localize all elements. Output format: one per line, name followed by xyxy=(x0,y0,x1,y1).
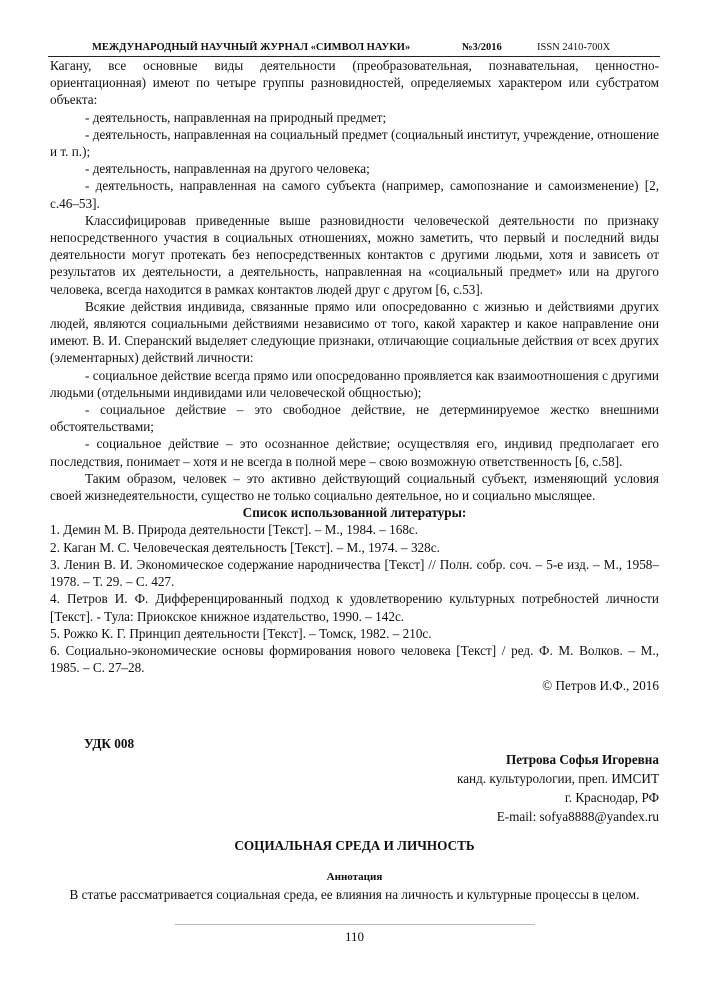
journal-header xyxy=(0,42,709,56)
footer-divider xyxy=(175,924,535,925)
paragraph: Всякие действия индивида, связанные прямо или опосредованно с жизнью и действиями других людей, являются социальными действиями независимо от того, какой характер и какое направление они имеют. В. И. Сперанский выделяет следующие признаки, отличающие социальные действия от всех других (элементарных) действий личности: xyxy=(50,298,659,366)
list-item: - деятельность, направленная на самого субъекта (например, самопознание и самоизменение) [2, с.46–53]. xyxy=(50,178,659,211)
article-body xyxy=(50,57,659,695)
reference-item: 3. Ленин В. И. Экономическое содержание народничества [Текст] // Полн. собр. соч. – 5-е изд. – М., 1958–1978. – Т. 29. – С. 427. xyxy=(50,556,659,590)
list-item: - деятельность, направленная на природный предмет; xyxy=(85,109,387,125)
author-email: E-mail: sofya8888@yandex.ru xyxy=(496,809,659,824)
copyright: © Петров И.Ф., 2016 xyxy=(542,678,659,694)
article-title: СОЦИАЛЬНАЯ СРЕДА И ЛИЧНОСТЬ xyxy=(234,838,475,853)
list-item: - социальное действие – это осознанное действие; осуществляя его, индивид предполагает его последствия, понимает – хотя и не всегда в полной мере – свою возможную ответственность [6, с.58]. xyxy=(50,436,659,469)
list-item: - социальное действие – это свободное действие, не детерминируемое жестко внешними обстоятельствами; xyxy=(50,402,659,435)
reference-item: 5. Рожко К. Г. Принцип деятельности [Текст]. – Томск, 1982. – 210с. xyxy=(50,625,432,641)
author-name: Петрова Софья Игоревна xyxy=(505,752,659,767)
reference-item: 6. Социально-экономические основы формирования нового человека [Текст] / ред. Ф. М. Волков. – М., 1985. – С. 27–28. xyxy=(50,642,659,676)
reference-item: 1. Демин М. В. Природа деятельности [Текст]. – М., 1984. – 168с. xyxy=(50,522,419,538)
references-title: Список использованной литературы: xyxy=(242,505,467,521)
author-block xyxy=(457,750,659,826)
abstract-text: В статье рассматривается социальная среда, ее влияния на личность и культурные процессы в целом. xyxy=(69,887,640,902)
issue-number: №3/2016 xyxy=(462,42,502,53)
journal-title: МЕЖДУНАРОДНЫЙ НАУЧНЫЙ ЖУРНАЛ «СИМВОЛ НАУКИ» xyxy=(92,42,411,53)
paragraph: Таким образом, человек – это активно действующий социальный субъект, изменяющий условия своей жизнедеятельности, существо не только социально деятельное, но и социально мыслящее. xyxy=(50,470,659,504)
list-item: - социальное действие всегда прямо или опосредованно проявляется как взаимоотношения с другими людьми (отдельными индивидами или человеческой общностью); xyxy=(50,367,659,400)
list-item: - деятельность, направленная на социальный предмет (социальный институт, учреждение, отношение и т. п.); xyxy=(50,126,659,160)
reference-item: 2. Каган М. С. Человеческая деятельность [Текст]. – М., 1974. – 328с. xyxy=(50,539,440,555)
page-number: 110 xyxy=(344,929,365,944)
abstract-title: Аннотация xyxy=(326,871,383,883)
reference-item: 4. Петров И. Ф. Дифференцированный подход к удовлетворению культурных потребностей личности [Текст]. - Тула: Приокское книжное издательство, 1990. – 142с. xyxy=(50,591,659,624)
list-item: - деятельность, направленная на другого человека; xyxy=(85,161,370,177)
author-city: г. Краснодар, РФ xyxy=(564,790,659,805)
paragraph: Классифицировав приведенные выше разновидности человеческой деятельности по признаку непосредственного участия в социальных отношениях, можно заметить, что первый и последний виды деятельности могут протекать без непосредственных контактов с другими людьми, хотя и зависеть от результатов их деятельности, а деятельность, направленная на «социальный предмет» или на другого человека, всегда находится в рамках контактов людей друг с другом [6, с.53]. xyxy=(50,212,659,297)
udk-code: УДК 008 xyxy=(84,736,135,751)
issn: ISSN 2410-700Х xyxy=(537,42,611,53)
author-position: канд. культурологии, преп. ИМСИТ xyxy=(456,771,659,786)
paragraph: Кагану, все основные виды деятельности (преобразовательная, познавательная, ценностно-ориентационная) имеют по четыре группы разновидностей, определяемых характером или субстратом объекта: xyxy=(50,58,659,108)
